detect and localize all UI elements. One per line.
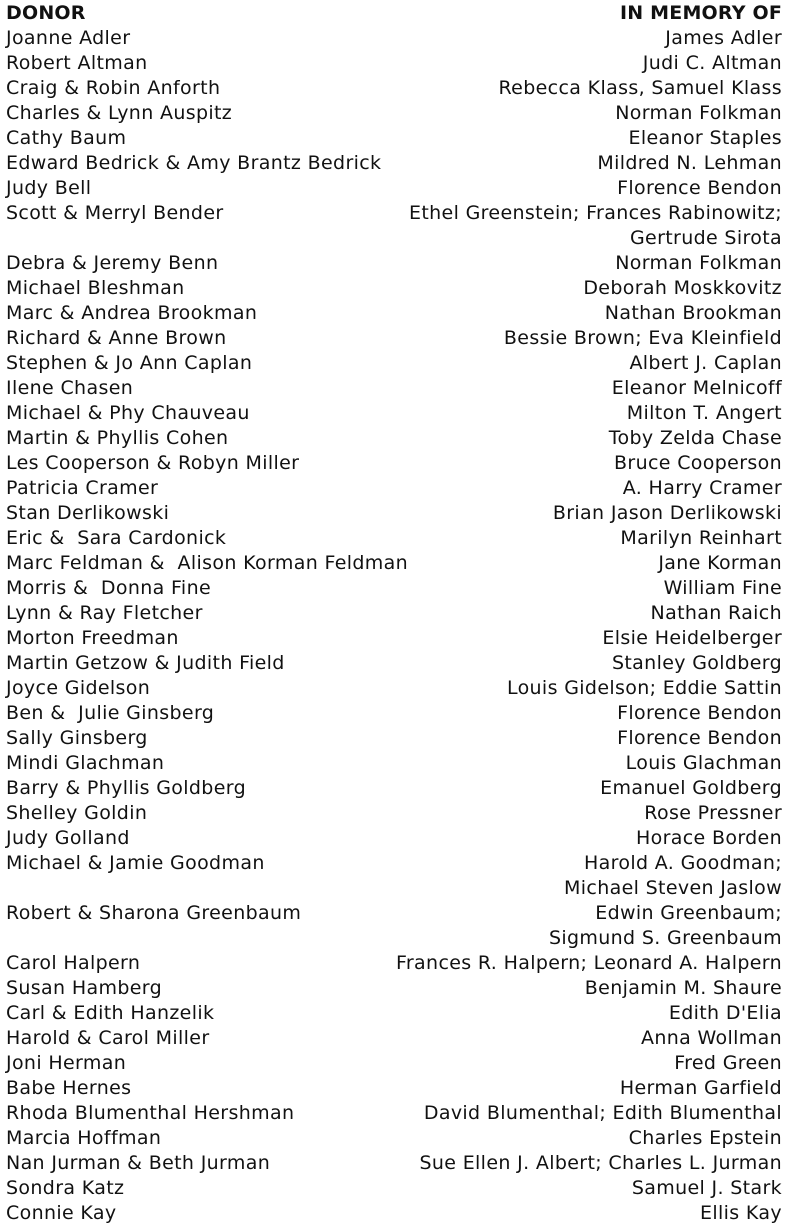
memorial-name-line: Michael Steven Jaslow [564,877,782,899]
donor-name: Sondra Katz [6,1177,125,1199]
in-memory-of [148,51,783,76]
donor-name: Judy Golland [6,827,130,849]
list-item [6,151,782,176]
in-memory-of [270,1151,782,1176]
list-item [6,376,782,401]
in-memory-of [214,701,782,726]
donor-name: Rhoda Blumenthal Hershman [6,1102,295,1124]
donor-name: Debra & Jeremy Benn [6,252,219,274]
in-memory-of [158,476,782,501]
in-memory-of [179,626,782,651]
list-item [6,1001,782,1026]
donor-name: Connie Kay [6,1202,117,1224]
donor-name: Harold & Carol Miller [6,1027,210,1049]
memorial-name-line: Florence Bendon [617,177,782,199]
list-item [6,651,782,676]
list-item [6,76,782,101]
memorial-name-line: Charles Epstein [628,1127,782,1149]
donor-name: Les Cooperson & Robyn Miller [6,452,300,474]
memorial-name-line: Ethel Greenstein; Frances Rabinowitz; [409,202,782,224]
memorial-name-line: Toby Zelda Chase [608,427,782,449]
memorial-name-line: Frances R. Halpern; Leonard A. Halpern [396,952,782,974]
list-item [6,251,782,276]
memory-column-header: IN MEMORY OF [619,2,782,24]
list-item [6,701,782,726]
list-item [6,501,782,526]
donor-name: Martin & Phyllis Cohen [6,427,229,449]
in-memory-of [226,526,782,551]
donor-name: Joanne Adler [6,27,131,49]
memorial-name-line: Norman Folkman [615,102,782,124]
memorial-name-line: Louis Glachman [625,752,782,774]
in-memory-of [150,676,782,701]
memorial-name-line: Florence Bendon [617,702,782,724]
in-memory-of [381,151,782,176]
donor-name: Susan Hamberg [6,977,163,999]
in-memory-of [203,601,782,626]
in-memory-of [211,576,782,601]
memorial-name-line: Milton T. Angert [626,402,782,424]
donor-name: Charles & Lynn Auspitz [6,102,233,124]
donor-name: Joyce Gidelson [6,677,151,699]
memorial-name-line: Brian Jason Derlikowski [552,502,782,524]
memorial-name-line: Anna Wollman [640,1027,782,1049]
list-item [6,1026,782,1051]
list-item [6,851,782,901]
list-item [6,526,782,551]
memorial-name-line: Louis Gidelson; Eddie Sattin [506,677,782,699]
list-item [6,1101,782,1126]
in-memory-of [131,1076,782,1101]
in-memory-of [294,1101,782,1126]
memorial-name-line: Horace Borden [635,827,782,849]
memorial-name-line: A. Harry Cramer [622,477,782,499]
list-item [6,1051,782,1076]
donor-name: Morris & Donna Fine [6,577,211,599]
donor-name: Ilene Chasen [6,377,134,399]
in-memory-of [185,276,782,301]
list-item [6,676,782,701]
list-item [6,351,782,376]
donor-name: Carol Halpern [6,952,141,974]
donor-name: Mindi Glachman [6,752,165,774]
donor-name: Edward Bedrick & Amy Brantz Bedrick [6,152,382,174]
in-memory-of [252,351,782,376]
in-memory-of [228,426,782,451]
list-item [6,476,782,501]
memorial-name-line: Edwin Greenbaum; [595,902,782,924]
in-memory-of [218,251,782,276]
list-item [6,1126,782,1151]
memorial-name-line: Stanley Goldberg [611,652,782,674]
list-item [6,751,782,776]
list-item [6,551,782,576]
memorial-name-line: Bruce Cooperson [614,452,782,474]
memorial-name-line: Rose Pressner [644,802,782,824]
list-item [6,301,782,326]
donor-name: Marcia Hoffman [6,1127,162,1149]
donor-name: Joni Herman [6,1052,127,1074]
in-memory-of [126,1051,782,1076]
in-memory-of [246,776,782,801]
donor-name: Michael & Phy Chauveau [6,402,250,424]
memorial-name-line: Benjamin M. Shaure [584,977,782,999]
memorial-name-line: Emanuel Goldberg [600,777,782,799]
in-memory-of [133,376,782,401]
donor-name: Ben & Julie Ginsberg [6,702,215,724]
memorial-name-line: Sue Ellen J. Albert; Charles L. Jurman [419,1152,782,1174]
donor-column-header: DONOR [6,2,86,24]
memorial-name-line: Marilyn Reinhart [620,527,782,549]
memorial-name-line: Ellis Kay [700,1202,782,1224]
donor-name: Marc & Andrea Brookman [6,302,258,324]
list-item [6,951,782,976]
memorial-name-line: Sigmund S. Greenbaum [548,927,782,949]
donor-name: Stephen & Jo Ann Caplan [6,352,253,374]
in-memory-of [148,726,782,751]
list-item [6,126,782,151]
memorial-name-line: Albert J. Caplan [629,352,782,374]
memorial-name-line: Elsie Heidelberger [602,627,782,649]
in-memory-of [301,901,782,951]
memorial-name-line: Eleanor Staples [628,127,782,149]
list-item [6,401,782,426]
list-item [6,1151,782,1176]
in-memory-of [227,326,783,351]
memorial-name-line: Eleanor Melnicoff [611,377,782,399]
in-memory-of [164,751,782,776]
in-memory-of [140,951,782,976]
in-memory-of [130,26,782,51]
memorial-name-line: Florence Bendon [617,727,782,749]
memorial-name-line: Rebecca Klass, Samuel Klass [498,77,782,99]
list-item [6,726,782,751]
in-memory-of [232,101,782,126]
donor-name: Martin Getzow & Judith Field [6,652,285,674]
donor-name: Morton Freedman [6,627,179,649]
donor-name: Scott & Merryl Bender [6,202,224,224]
list-item [6,976,782,1001]
in-memory-of [161,1126,782,1151]
memorial-name-line: Nathan Raich [650,602,782,624]
donor-name: Shelley Goldin [6,802,148,824]
donor-name: Judy Bell [6,177,92,199]
memorial-name-line: Jane Korman [658,552,782,574]
list-item [6,101,782,126]
in-memory-of [408,551,782,576]
list-item [6,26,782,51]
donor-name: Richard & Anne Brown [6,327,227,349]
donor-name: Carl & Edith Hanzelik [6,1002,215,1024]
memorial-name-line: Gertrude Sirota [629,227,782,249]
memorial-name-line: Fred Green [674,1052,782,1074]
memorial-name-line: Mildred N. Lehman [597,152,782,174]
in-memory-of [210,1026,782,1051]
memorial-name-line: Judi C. Altman [642,52,782,74]
in-memory-of [220,76,782,101]
in-memory-of [130,826,782,851]
list-item [6,576,782,601]
list-item [6,451,782,476]
list-item [6,176,782,201]
in-memory-of [124,1176,782,1201]
in-memory-of [285,651,782,676]
list-item [6,276,782,301]
donor-name: Patricia Cramer [6,477,159,499]
in-memory-of [117,1201,783,1226]
list-item [6,601,782,626]
donor-name: Craig & Robin Anforth [6,77,221,99]
donor-name: Nan Jurman & Beth Jurman [6,1152,271,1174]
list-item [6,901,782,951]
in-memory-of [91,176,782,201]
list-header [6,1,782,26]
list-item [6,1176,782,1201]
list-item [6,826,782,851]
donor-name: Stan Derlikowski [6,502,170,524]
list-item [6,801,782,826]
donor-name: Marc Feldman & Alison Korman Feldman [6,552,409,574]
in-memory-of [214,1001,782,1026]
donor-name: Robert & Sharona Greenbaum [6,902,302,924]
memorial-name-line: Bessie Brown; Eva Kleinfield [503,327,782,349]
list-item [6,326,782,351]
donor-name: Lynn & Ray Fletcher [6,602,203,624]
in-memory-of [147,801,782,826]
list-item [6,626,782,651]
in-memory-of [265,851,782,901]
in-memory-of [169,501,782,526]
donor-name: Babe Hernes [6,1077,132,1099]
donor-name: Barry & Phyllis Goldberg [6,777,246,799]
donor-rows [6,26,782,1226]
list-item [6,51,782,76]
list-item [6,426,782,451]
donor-name: Sally Ginsberg [6,727,148,749]
donor-name: Robert Altman [6,52,148,74]
donor-name: Michael & Jamie Goodman [6,852,265,874]
memorial-name-line: Harold A. Goodman; [584,852,782,874]
donor-name: Eric & Sara Cardonick [6,527,227,549]
list-item [6,201,782,251]
in-memory-of [257,301,782,326]
in-memory-of [162,976,782,1001]
donor-name: Michael Bleshman [6,277,185,299]
in-memory-of [250,401,782,426]
in-memory-of [224,201,782,251]
list-item [6,776,782,801]
list-item [6,1076,782,1101]
memorial-name-line: Edith D'Elia [668,1002,782,1024]
memorial-name-line: Samuel J. Stark [631,1177,782,1199]
in-memory-of [299,451,782,476]
memorial-name-line: William Fine [663,577,782,599]
memorial-name-line: Herman Garfield [619,1077,782,1099]
in-memory-of [126,126,782,151]
memorial-name-line: David Blumenthal; Edith Blumenthal [423,1102,782,1124]
memorial-name-line: Norman Folkman [615,252,782,274]
donor-name: Cathy Baum [6,127,127,149]
memorial-name-line: James Adler [665,27,782,49]
memorial-name-line: Nathan Brookman [604,302,782,324]
list-item [6,1201,782,1226]
memorial-name-line: Deborah Moskkovitz [583,277,782,299]
